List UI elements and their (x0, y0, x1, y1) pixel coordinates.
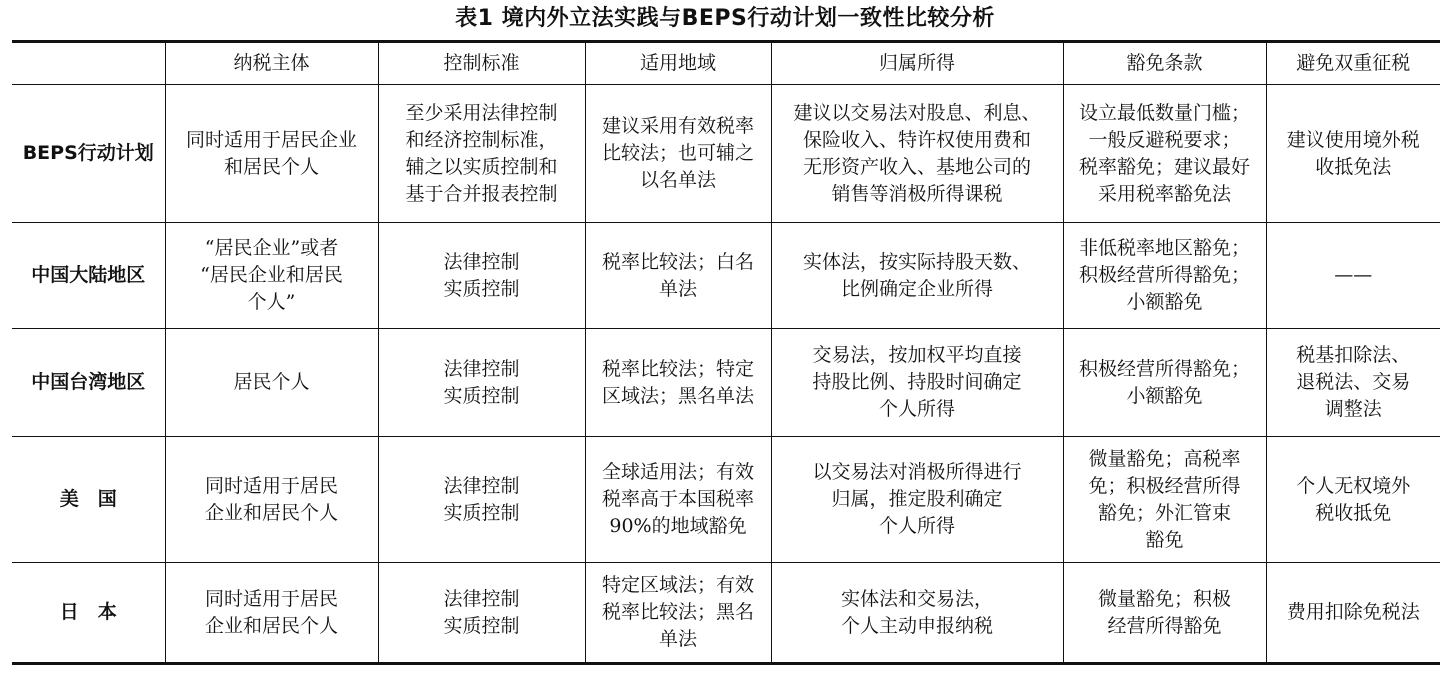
cell-line: 以名单法 (639, 169, 716, 191)
cell-line: 小额豁免 (1126, 291, 1203, 313)
cell-line: 小额豁免 (1126, 384, 1203, 407)
table-cell-double-tax-relief (1266, 329, 1440, 437)
cell-line: 个人无权境外 (1296, 474, 1411, 497)
cell-line: 积极经营所得豁免； (1078, 264, 1250, 286)
table-cell-control-standard (378, 563, 585, 664)
cell-line: 实体法和交易法， (840, 587, 993, 610)
cell-line: 微量豁免；积极 (1097, 587, 1231, 610)
row-label: 美 国 (12, 437, 165, 563)
table-cell-double-tax-relief (1266, 563, 1440, 664)
table-cell-attributable-income (771, 563, 1063, 664)
cell-line: 微量豁免；高税率 (1088, 447, 1241, 470)
cell-line: 个人主动申报纳税 (840, 614, 993, 637)
cell-line: 和经济控制标准， (405, 128, 558, 151)
cell-line: 同时适用于居民 (204, 587, 338, 610)
cell-line: 持股比例、持股时间确定 (812, 371, 1022, 393)
cell-line: 同时适用于居民企业 (185, 128, 357, 151)
cell-line: 和居民个人 (223, 155, 319, 178)
cell-line: 税率比较法；特定 (601, 357, 754, 380)
table-cell-exemption (1063, 563, 1266, 664)
cell-line: 个人” (247, 291, 296, 313)
cell-line: —— (1334, 264, 1373, 286)
cell-line: 比例确定企业所得 (840, 277, 993, 300)
header-cell-exemption: 豁免条款 (1063, 42, 1266, 85)
cell-line: 单法 (658, 277, 697, 300)
cell-line: 实质控制 (443, 501, 520, 524)
cell-line: 建议采用有效税率 (601, 115, 754, 137)
cell-line: 积极经营所得豁免； (1078, 357, 1250, 380)
row-label: BEPS行动计划 (12, 85, 165, 223)
table-title: 表1 境内外立法实践与BEPS行动计划一致性比较分析 (455, 6, 995, 31)
cell-line: 基于合并报表控制 (405, 182, 558, 205)
cell-line: 90%的地域豁免 (609, 515, 747, 537)
cell-line: 法律控制 (443, 357, 520, 380)
table-cell-attributable-income (771, 85, 1063, 223)
table-row (12, 563, 1440, 664)
header-cell-jurisdiction: 适用地域 (585, 42, 771, 85)
cell-line: 保险收入、特许权使用费和 (802, 128, 1031, 151)
cell-line: 税率比较法；白名 (601, 250, 754, 273)
cell-line: 企业和居民个人 (204, 501, 338, 524)
table-cell-double-tax-relief (1266, 223, 1440, 329)
header-cell-blank (12, 42, 165, 85)
table-cell-exemption (1063, 437, 1266, 563)
cell-line: 比较法；也可辅之 (601, 142, 754, 164)
table-cell-control-standard (378, 223, 585, 329)
cell-line: 个人所得 (878, 398, 955, 420)
cell-line: 实体法，按实际持股天数、 (802, 250, 1031, 273)
cell-line: 建议使用境外税 (1286, 128, 1420, 151)
cell-line: 设立最低数量门槛； (1078, 101, 1250, 124)
header-cell-attributable-income: 归属所得 (771, 42, 1063, 85)
cell-line: 免；积极经营所得 (1088, 474, 1241, 497)
table-cell-taxpayer (165, 563, 378, 664)
cell-line: 同时适用于居民 (204, 474, 338, 497)
header-cell-control-standard: 控制标准 (378, 42, 585, 85)
cell-line: 实质控制 (443, 277, 520, 300)
cell-line: 实质控制 (443, 384, 520, 407)
table-cell-attributable-income (771, 329, 1063, 437)
cell-line: “居民企业”或者 (204, 237, 339, 259)
comparison-table (12, 40, 1440, 665)
cell-line: 以交易法对消极所得进行 (812, 461, 1022, 483)
cell-line: 个人所得 (878, 515, 955, 537)
cell-line: 税率豁免；建议最好 (1078, 155, 1250, 178)
table-row (12, 223, 1440, 329)
table-row (12, 437, 1440, 563)
table-cell-exemption (1063, 85, 1266, 223)
cell-line: 法律控制 (443, 587, 520, 610)
table-cell-control-standard (378, 437, 585, 563)
header-row (12, 42, 1440, 85)
cell-line: 收抵免法 (1315, 155, 1392, 178)
cell-line: 法律控制 (443, 250, 520, 273)
cell-line: 特定区域法；有效 (601, 574, 754, 596)
row-label: 中国台湾地区 (12, 329, 165, 437)
table-cell-control-standard (378, 85, 585, 223)
cell-line: 归属，推定股利确定 (831, 488, 1003, 510)
table-cell-attributable-income (771, 223, 1063, 329)
cell-line: 单法 (658, 628, 697, 650)
cell-line: 退税法、交易 (1296, 371, 1411, 393)
cell-line: 全球适用法；有效 (601, 461, 754, 483)
cell-line: 至少采用法律控制 (405, 101, 558, 124)
cell-line: 居民个人 (233, 371, 310, 393)
cell-line: 无形资产收入、基地公司的 (802, 155, 1031, 178)
table-cell-jurisdiction (585, 223, 771, 329)
header-cell-double-tax-relief: 避免双重征税 (1266, 42, 1440, 85)
table-body (12, 85, 1440, 664)
cell-line: 税率高于本国税率 (601, 488, 754, 510)
cell-line: 建议以交易法对股息、利息、 (793, 101, 1041, 124)
cell-line: 企业和居民个人 (204, 614, 338, 637)
table-cell-double-tax-relief (1266, 85, 1440, 223)
row-label: 日 本 (12, 563, 165, 664)
table-row (12, 329, 1440, 437)
table-cell-jurisdiction (585, 85, 771, 223)
cell-line: 豁免 (1145, 528, 1184, 551)
cell-line: 非低税率地区豁免； (1078, 237, 1250, 259)
table-cell-taxpayer (165, 329, 378, 437)
table-cell-double-tax-relief (1266, 437, 1440, 563)
table-cell-exemption (1063, 329, 1266, 437)
cell-line: 一般反避税要求； (1088, 128, 1241, 151)
cell-line: 税基扣除法、 (1296, 344, 1411, 366)
cell-line: 实质控制 (443, 614, 520, 637)
table-cell-jurisdiction (585, 329, 771, 437)
table-cell-jurisdiction (585, 437, 771, 563)
cell-line: “居民企业和居民 (200, 264, 343, 286)
cell-line: 交易法，按加权平均直接 (812, 344, 1022, 366)
table-cell-control-standard (378, 329, 585, 437)
cell-line: 费用扣除免税法 (1286, 601, 1420, 623)
cell-line: 调整法 (1324, 398, 1382, 420)
table-cell-taxpayer (165, 223, 378, 329)
cell-line: 区域法；黑名单法 (601, 384, 754, 407)
table-cell-jurisdiction (585, 563, 771, 664)
table-cell-taxpayer (165, 437, 378, 563)
table-cell-attributable-income (771, 437, 1063, 563)
cell-line: 法律控制 (443, 474, 520, 497)
cell-line: 经营所得豁免 (1107, 614, 1222, 637)
cell-line: 税率比较法；黑名 (601, 601, 754, 623)
cell-line: 销售等消极所得课税 (831, 182, 1003, 205)
header-cell-taxpayer: 纳税主体 (165, 42, 378, 85)
table-cell-exemption (1063, 223, 1266, 329)
cell-line: 辅之以实质控制和 (405, 155, 558, 178)
cell-line: 税收抵免 (1315, 501, 1392, 524)
row-label: 中国大陆地区 (12, 223, 165, 329)
cell-line: 采用税率豁免法 (1097, 182, 1231, 205)
table-cell-taxpayer (165, 85, 378, 223)
table-row (12, 85, 1440, 223)
cell-line: 豁免；外汇管束 (1097, 501, 1231, 524)
